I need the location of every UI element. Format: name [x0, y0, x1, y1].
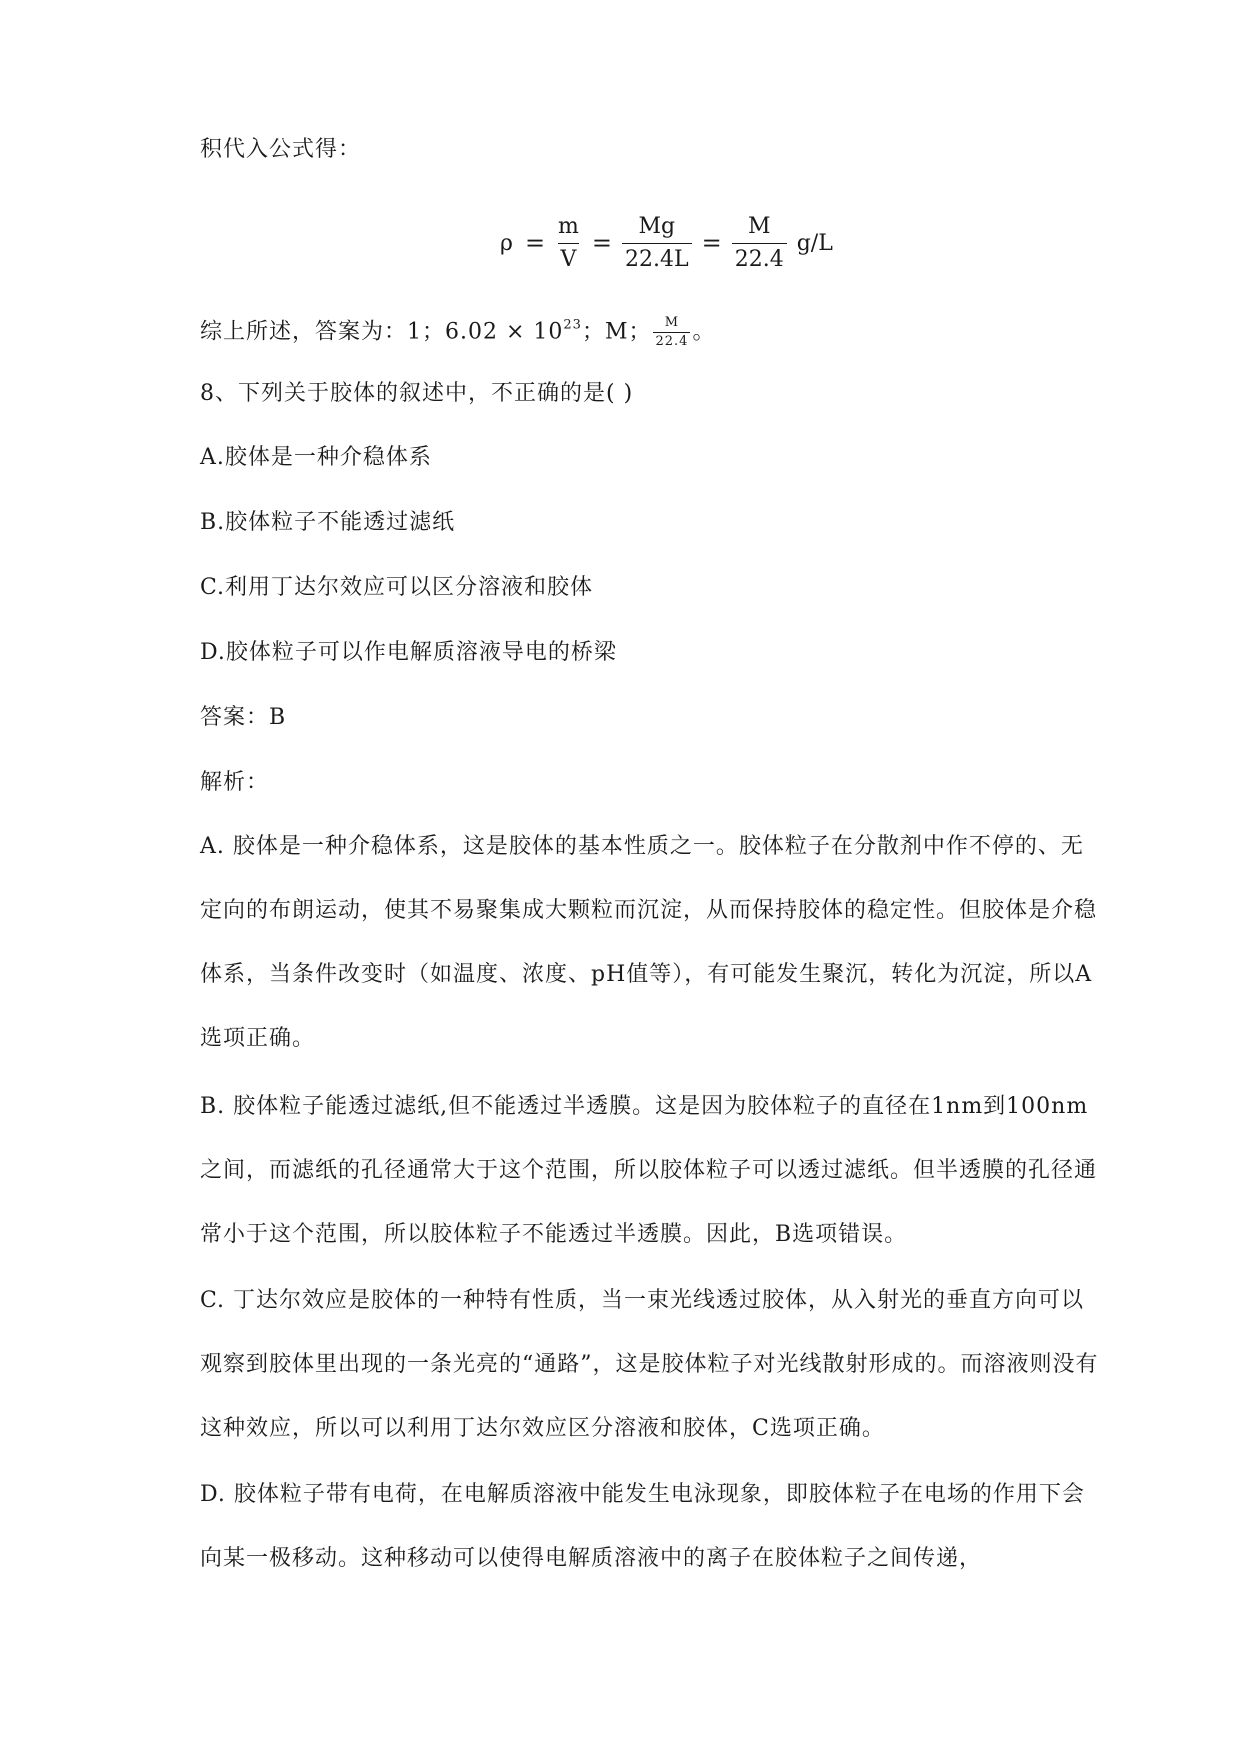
summary-prefix: 综上所述，答案为：1；6.02 × 10: [200, 319, 564, 345]
question-stem: 8、下列关于胶体的叙述中，不正确的是( ): [200, 381, 634, 406]
fraction-mg-over-volume: [622, 214, 692, 273]
summary-suffix: 。: [692, 319, 716, 345]
fraction-m-over-v: [555, 214, 582, 273]
fraction-numerator: m: [558, 213, 579, 239]
answer-line: 答案：B: [200, 705, 287, 730]
fraction-denominator: 22.4L: [622, 243, 692, 273]
option-c: C.利用丁达尔效应可以区分溶液和胶体: [200, 575, 594, 600]
fraction-numerator: Mg: [638, 213, 676, 239]
analysis-label: 解析：: [200, 770, 270, 795]
fraction-denominator: 22.4: [732, 243, 787, 273]
fraction-numerator: M: [747, 213, 771, 239]
equals-sign: =: [701, 229, 722, 257]
analysis-paragraph-b: B. 胶体粒子能透过滤纸,但不能透过半透膜。这是因为胶体粒子的直径在1nm到100nm之间，而滤纸的孔径通常大于这个范围，所以胶体粒子可以透过滤纸。但半透膜的孔径通常小于这个范围，所以胶体粒子不能透过半透膜。因此，B选项错误。: [200, 1094, 1098, 1247]
summary-line: [200, 315, 715, 350]
equals-sign: =: [524, 229, 546, 257]
option-b: B.胶体粒子不能透过滤纸: [200, 510, 456, 535]
rho-symbol: ρ: [500, 230, 513, 256]
intro-line: 积代入公式得：: [200, 137, 362, 162]
density-formula: [500, 208, 833, 278]
analysis-paragraph-d: D. 胶体粒子带有电荷，在电解质溶液中能发生电泳现象，即胶体粒子在电场的作用下会向某一极移动。这种移动可以使得电解质溶液中的离子在胶体粒子之间传递，: [200, 1482, 1085, 1571]
option-a: A.胶体是一种介稳体系: [200, 445, 432, 470]
summary-fraction: [653, 315, 690, 350]
fraction-numerator: M: [664, 315, 680, 330]
fraction-denominator: 22.4: [655, 334, 689, 349]
analysis-paragraph-c: C. 丁达尔效应是胶体的一种特有性质，当一束光线透过胶体，从入射光的垂直方向可以观察到胶体里出现的一条光亮的“通路”，这是胶体粒子对光线散射形成的。而溶液则没有这种效应，所以可以利用丁达尔效应区分溶液和胶体，C选项正确。: [200, 1288, 1099, 1441]
fraction-m-over-molar-volume: [732, 214, 787, 273]
fraction-denominator: V: [558, 243, 580, 273]
unit-label: g/L: [796, 230, 833, 256]
summary-mid: ；M；: [581, 319, 652, 345]
equals-sign: =: [591, 229, 613, 257]
analysis-paragraph-a: A. 胶体是一种介稳体系，这是胶体的基本性质之一。胶体粒子在分散剂中作不停的、无定向的布朗运动，使其不易聚集成大颗粒而沉淀，从而保持胶体的稳定性。但胶体是介稳体系，当条件改变时（如温度、浓度、pH值等），有可能发生聚沉，转化为沉淀，所以A选项正确。: [200, 834, 1098, 1051]
summary-exponent: 23: [563, 317, 582, 333]
option-d: D.胶体粒子可以作电解质溶液导电的桥梁: [200, 640, 617, 665]
